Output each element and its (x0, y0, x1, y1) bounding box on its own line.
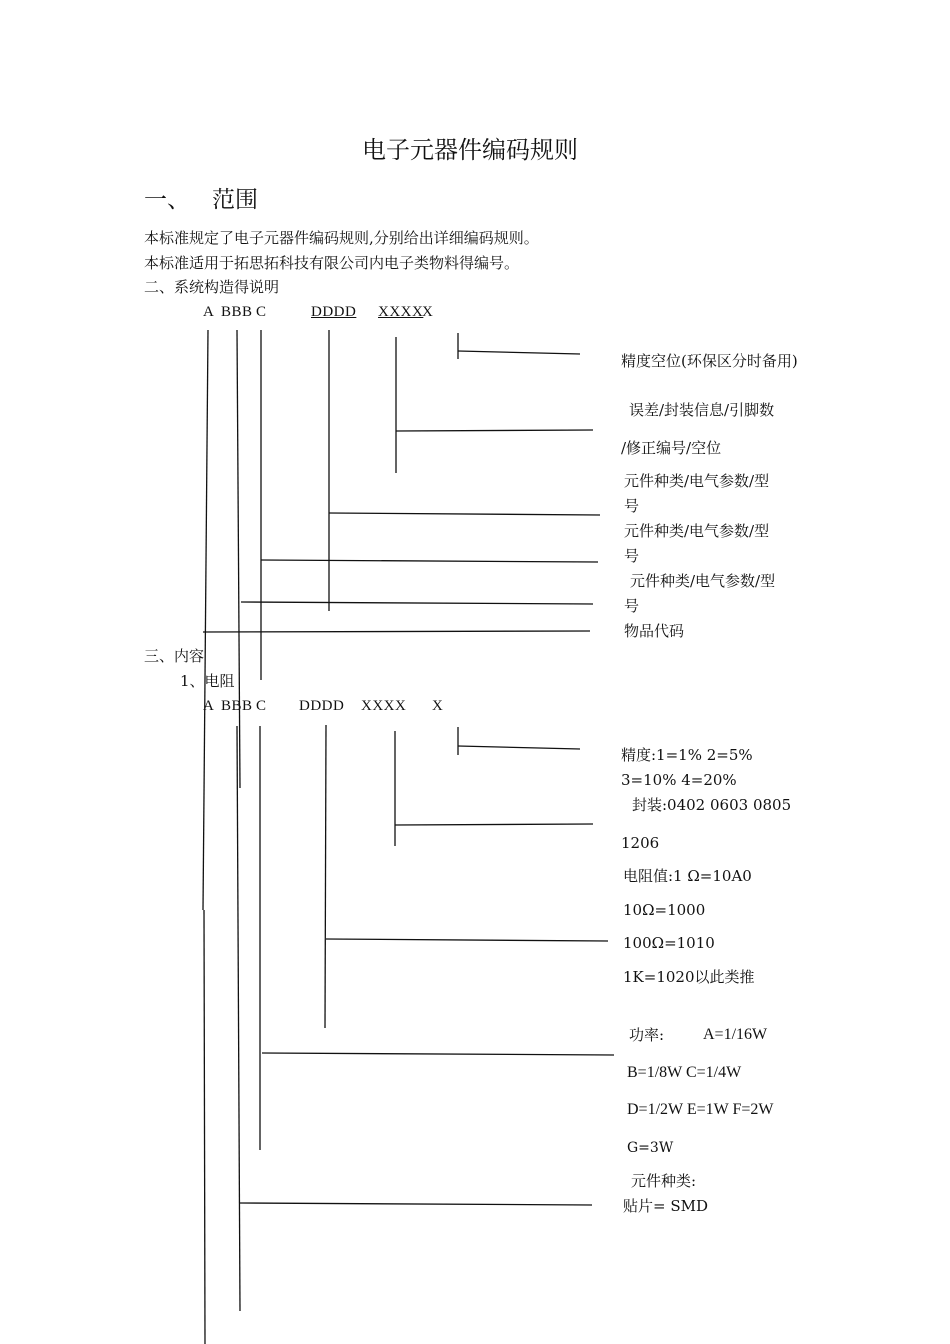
code-bbb: BBB (221, 304, 253, 320)
code-xxxx: XXXX (378, 304, 424, 320)
bbb-connector (241, 602, 593, 604)
x-connector (458, 351, 580, 354)
res-package-b: 1206 (621, 834, 660, 852)
res-x-connector (458, 746, 580, 749)
res-bbb-vertical (237, 726, 240, 1311)
label-precision: 精度空位(环保区分时备用) (621, 352, 798, 370)
res-bbb-connector (240, 1203, 592, 1205)
section3-sub1: 1、电阻 (180, 672, 235, 690)
label-type1-a: 元件种类/电气参数/型 (624, 472, 770, 490)
label-item-code: 物品代码 (624, 622, 685, 640)
res-package-a: 封装:0402 0603 0805 (632, 796, 792, 814)
res-value-2: 10Ω=1000 (623, 901, 706, 919)
res-value-1: 电阻值:1 Ω=10A0 (623, 867, 752, 885)
page-title: 电子元器件编码规则 (362, 136, 578, 164)
code-x: X (422, 304, 434, 320)
res-code-dddd: DDDD (299, 698, 345, 714)
res-power-1: A=1/16W (703, 1026, 768, 1043)
res-code-x: X (432, 698, 444, 714)
label-type1-b: 号 (624, 497, 640, 515)
res-code-xxxx: XXXX (361, 698, 407, 714)
dddd-connector (329, 513, 600, 515)
res-xxxx-connector (395, 824, 593, 825)
section3-heading: 三、内容 (144, 647, 205, 665)
section1-para1: 本标准规定了电子元器件编码规则,分别给出详细编码规则。 (144, 229, 539, 247)
a-vertical (203, 330, 208, 910)
code-a: A (203, 304, 215, 320)
res-precision-b: 3=10% 4=20% (621, 771, 737, 789)
res-code-bbb: BBB (221, 698, 253, 714)
bbb-vertical (237, 330, 240, 788)
res-dddd-vertical (325, 725, 326, 1028)
label-tolerance-b: /修正编号/空位 (621, 439, 722, 457)
section1-para2: 本标准适用于拓思拓科技有限公司内电子类物料得编号。 (144, 254, 520, 272)
code-c: C (256, 304, 267, 320)
c-connector (261, 560, 598, 562)
label-type2-a: 元件种类/电气参数/型 (624, 522, 770, 540)
res-type-a: 元件种类: (631, 1172, 697, 1190)
label-tolerance-a: 误差/封装信息/引脚数 (629, 401, 775, 419)
section2-heading: 二、系统构造得说明 (144, 278, 280, 296)
label-type3-a: 元件种类/电气参数/型 (630, 572, 776, 590)
xxxx-connector (396, 430, 593, 431)
label-type3-b: 号 (624, 597, 640, 615)
res-a-vertical (204, 910, 205, 1344)
section1-number: 一、 (144, 187, 190, 213)
res-code-c: C (256, 698, 267, 714)
res-value-4: 1K=1020以此类推 (623, 968, 755, 986)
res-precision-a: 精度:1=1% 2=5% (621, 746, 753, 764)
res-value-3: 100Ω=1010 (623, 934, 715, 952)
res-type-b: 贴片= SMD (623, 1197, 708, 1215)
res-c-connector (262, 1053, 614, 1055)
res-power-label: 功率: (629, 1026, 665, 1044)
res-power-2: B=1/8W C=1/4W (627, 1064, 742, 1081)
res-code-a: A (203, 698, 215, 714)
res-power-4: G=3W (627, 1140, 674, 1156)
label-type2-b: 号 (624, 547, 640, 565)
res-dddd-connector (326, 939, 608, 941)
section1-heading: 范围 (212, 187, 258, 213)
code-dddd: DDDD (311, 304, 357, 320)
res-power-3: D=1/2W E=1W F=2W (627, 1101, 774, 1118)
